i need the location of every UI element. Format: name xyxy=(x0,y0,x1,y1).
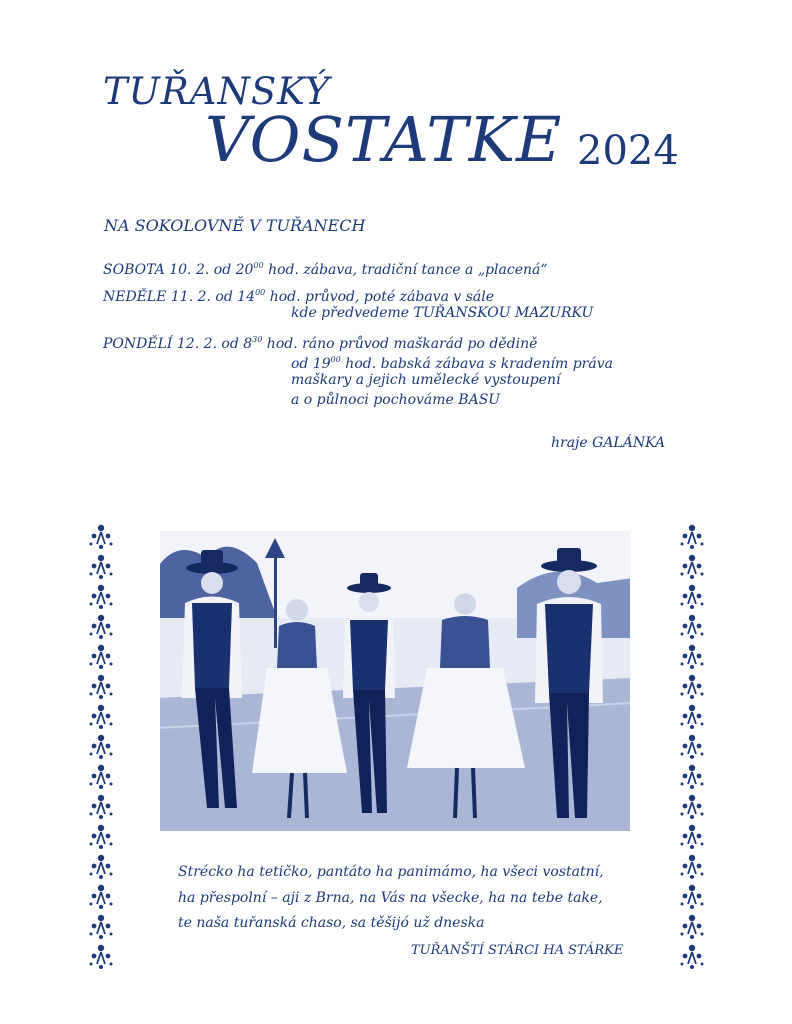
saturday-desc: zábava, tradiční tance a „placená“ xyxy=(303,262,548,278)
monday-day: PONDĚLÍ xyxy=(103,336,173,352)
sunday-desc-2: kde předvedeme TUŘANSKOU MAZURKU xyxy=(291,305,594,321)
saturday-date: 10. 2. xyxy=(169,262,210,278)
title-line-1: TUŘANSKÝ xyxy=(103,70,331,113)
band-credit: hraje GALÁNKA xyxy=(551,435,666,451)
monday-desc: ráno průvod maškarád po dědině xyxy=(302,336,538,352)
greeting-line-1: Strécko ha tetičko, pantáto ha panimámo, ha všeci vostatní, xyxy=(178,864,604,880)
signature: TUŘANŠTÍ STÁRCI HA STÁRKE xyxy=(411,943,624,958)
saturday-day: SOBOTA xyxy=(103,262,165,278)
sunday-time: od $14^{00}$ hod. xyxy=(215,288,301,305)
greeting-line-3: te naša tuřanská chaso, sa těšijó už dneska xyxy=(178,915,485,931)
folk-procession-photo xyxy=(157,528,633,834)
monday-desc-4: a o půlnoci pochováme BASU xyxy=(291,392,501,408)
monday-time: od $8^{30}$ hod. xyxy=(221,335,298,352)
greeting-line-2: ha přespolní – aji z Brna, na Vás na všecke, ha na tebe take, xyxy=(178,890,603,906)
saturday-time: od $20^{00}$ hod. xyxy=(213,261,299,278)
sunday-date: 11. 2. xyxy=(170,289,211,305)
monday-desc-3: maškary a jejich umělecké vystoupení xyxy=(291,372,561,388)
title-line-2: VOSTATKE xyxy=(205,103,563,176)
folk-ornament-right xyxy=(677,522,707,972)
sunday-day: NEDĚLE xyxy=(103,289,167,305)
monday-date: 12. 2. xyxy=(176,336,217,352)
sunday-desc: průvod, poté zábava v sále xyxy=(305,289,495,305)
monday-desc-2: od $19^{00}$ hod. babská zábava s kradením práva xyxy=(291,355,613,372)
title-year: 2024 xyxy=(577,128,679,174)
folk-ornament-left xyxy=(86,522,116,972)
schedule-saturday xyxy=(103,256,548,280)
venue-heading: NA SOKOLOVNĚ V TUŘANECH xyxy=(104,216,366,235)
